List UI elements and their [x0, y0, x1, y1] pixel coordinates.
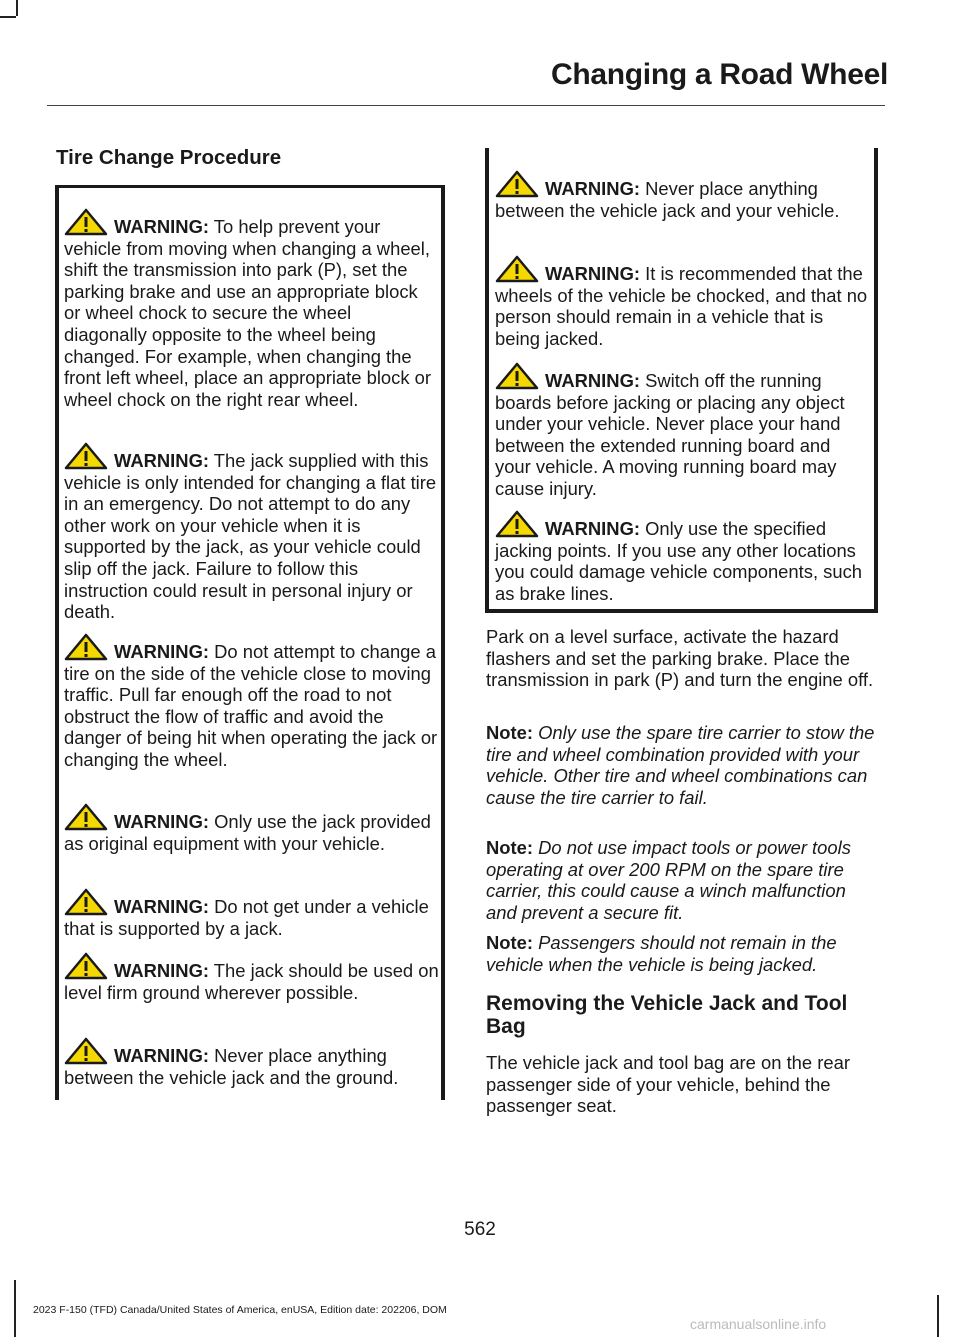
warning-triangle-icon	[64, 633, 108, 661]
warning-triangle-icon	[64, 952, 108, 980]
crop-mark	[937, 1295, 939, 1337]
warning-item	[64, 1037, 439, 1088]
warning-label: WARNING:	[114, 896, 210, 917]
warning-text: Switch off the running boards before jacking or placing any object under your vehicle. Never place your hand between the extended running board and your vehicle. A moving running board may cause injury.	[495, 370, 845, 499]
warning-triangle-icon	[495, 362, 539, 390]
warning-triangle-icon	[64, 803, 108, 831]
warning-label: WARNING:	[545, 178, 641, 199]
warning-text: Never place anything between the vehicle jack and your vehicle.	[495, 178, 840, 221]
warning-label: WARNING:	[114, 811, 210, 832]
warning-label: WARNING:	[114, 960, 210, 981]
watermark: carmanualsonline.info	[690, 1316, 827, 1332]
warning-item	[64, 952, 439, 1003]
page-number: 562	[464, 1219, 496, 1240]
warning-item	[495, 510, 870, 604]
section-title: Tire Change Procedure	[56, 146, 282, 169]
warning-text: The jack supplied with this vehicle is only intended for changing a flat tire in an emergency. Do not attempt to do any other work on your vehicle when it is supported by the jack, as your vehicle could slip off the jack. Failure to follow this instruction could result in personal injury or death.	[64, 450, 437, 623]
note-label: Note:	[486, 722, 533, 743]
note-item	[486, 932, 880, 975]
warning-text: Do not get under a vehicle that is supported by a jack.	[64, 896, 429, 939]
warning-item	[64, 208, 439, 410]
warning-item	[495, 170, 870, 221]
note-text: Only use the spare tire carrier to stow the tire and wheel combination provided with your vehicle. Other tire and wheel combinations can cause the tire carrier to fail.	[486, 722, 875, 808]
warning-label: WARNING:	[114, 641, 210, 662]
warning-text: The jack should be used on level firm ground wherever possible.	[64, 960, 439, 1003]
warning-item	[64, 888, 439, 939]
warning-triangle-icon	[495, 170, 539, 198]
note-text: Do not use impact tools or power tools operating at over 200 RPM on the spare tire carrier, this could cause a winch malfunction and prevent a secure fit.	[486, 837, 851, 923]
jack-paragraph: The vehicle jack and tool bag are on the rear passenger side of your vehicle, behind the passenger seat.	[486, 1052, 850, 1117]
park-paragraph: Park on a level surface, activate the hazard flashers and set the parking brake. Place the transmission in park (P) and turn the engine off.	[486, 626, 874, 691]
warning-triangle-icon	[64, 442, 108, 470]
crop-mark	[0, 16, 16, 18]
warning-triangle-icon	[495, 510, 539, 538]
warning-item	[495, 255, 870, 349]
note-label: Note:	[486, 837, 533, 858]
warning-text: To help prevent your vehicle from moving when changing a wheel, shift the transmission into park (P), set the parking brake and use an appropriate block or wheel chock to secure the wheel diagonally opposite to the wheel being changed. For example, when changing the front left wheel, place an appropriate block or wheel chock on the right rear wheel.	[64, 216, 432, 410]
warning-label: WARNING:	[114, 450, 210, 471]
warning-label: WARNING:	[545, 263, 641, 284]
footer-edition-info: 2023 F-150 (TFD) Canada/United States of America, enUSA, Edition date: 202206, DOM	[33, 1304, 447, 1316]
page-title: Changing a Road Wheel	[550, 58, 888, 91]
note-text: Passengers should not remain in the vehicle when the vehicle is being jacked.	[486, 932, 837, 975]
warning-item	[64, 442, 439, 623]
warning-text: Only use the specified jacking points. If you use any other locations you could damage vehicle components, such as brake lines.	[495, 518, 863, 604]
warning-triangle-icon	[64, 208, 108, 236]
warning-label: WARNING:	[114, 216, 210, 237]
warning-label: WARNING:	[545, 518, 641, 539]
note-label: Note:	[486, 932, 533, 953]
warning-label: WARNING:	[545, 370, 641, 391]
warning-text: Do not attempt to change a tire on the side of the vehicle close to moving traffic. Pull far enough off the road to not obstruct the flow of traffic and avoid the danger of being hit when operating the jack or changing the wheel.	[64, 641, 438, 770]
warning-triangle-icon	[64, 1037, 108, 1065]
warning-item	[64, 633, 439, 771]
header-divider	[47, 105, 885, 106]
warning-text: Never place anything between the vehicle jack and the ground.	[64, 1045, 399, 1088]
crop-mark	[14, 1280, 16, 1337]
warning-triangle-icon	[64, 888, 108, 916]
crop-mark	[16, 0, 18, 16]
warning-text: Only use the jack provided as original equipment with your vehicle.	[64, 811, 431, 854]
warning-item	[64, 803, 439, 854]
note-item	[486, 722, 880, 808]
note-item	[486, 837, 880, 923]
warning-text: It is recommended that the wheels of the vehicle be chocked, and that no person should remain in a vehicle that is being jacked.	[495, 263, 868, 349]
warning-triangle-icon	[495, 255, 539, 283]
warning-item	[495, 362, 870, 500]
warning-label: WARNING:	[114, 1045, 210, 1066]
subsection-title: Removing the Vehicle Jack and Tool Bag	[486, 992, 848, 1038]
